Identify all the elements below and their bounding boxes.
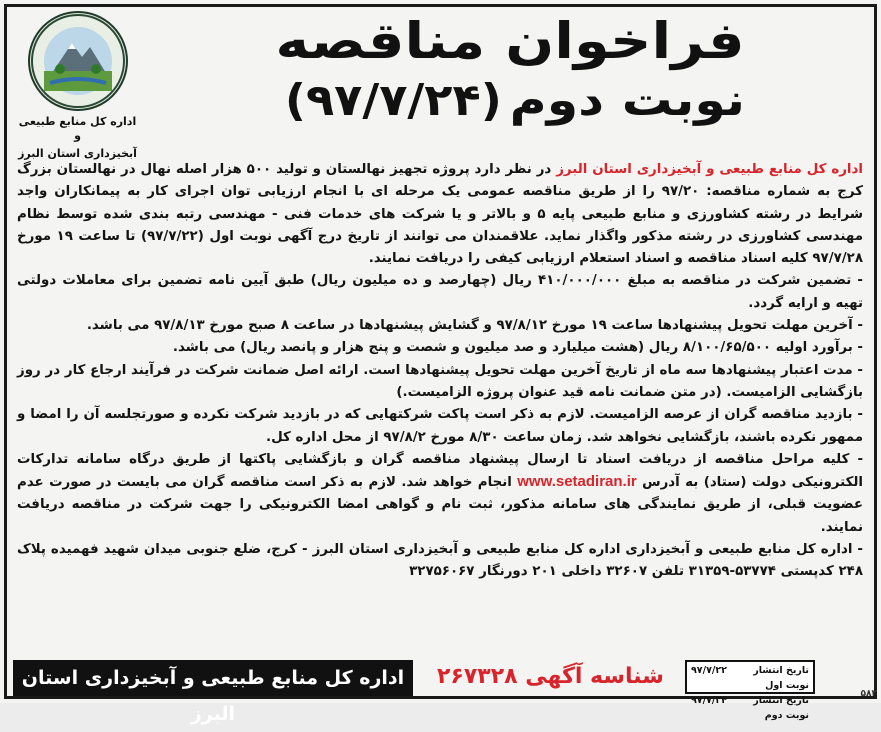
setad-clause-text-after: انجام خواهد شد. لازم به ذکر است مناقصه گران می بایست در صورت عدم عضویت قبلی، از طریق نمایندگی های سامانه مذکور، ثبت نام و گواهی امضا الکترونیکی را جهت شرکت در مناقصه دریافت نمایند. <box>17 475 863 535</box>
ad-footer <box>7 658 874 700</box>
first-publication-date: ۹۷/۷/۲۲ <box>691 663 727 693</box>
side-page-number: ۵۸۲ <box>861 689 877 699</box>
guarantee-clause: - تضمین شرکت در مناقصه به مبلغ ۴۱۰/۰۰۰/۰۰۰ ریال (چهارصد و ده میلیون ریال) طبق آیین نامه تضمین برای معاملات دولتی تهیه و ارایه گردد. <box>17 270 863 315</box>
first-publication-row <box>691 663 809 693</box>
tender-body <box>17 159 863 584</box>
page-title: فراخوان مناقصه <box>108 9 881 73</box>
setad-clause-text-before: - کلیه مراحل مناقصه از دریافت اسناد تا ارسال پیشنهاد مناقصه گران و بازگشایی پاکتها از طریق درگاه سامانه تدارکات الکترونیکی دولت (ستاد) به آدرس <box>17 452 863 490</box>
subtitle-row <box>160 73 860 129</box>
second-publication-label: تاریخ انتشار نوبت دوم <box>731 693 809 723</box>
tender-intro-paragraph <box>17 159 863 270</box>
ad-frame <box>4 4 877 699</box>
round-label: نوبت دوم <box>510 73 745 129</box>
organization-name-line-2: آبخیزداری استان البرز <box>15 147 140 161</box>
estimate-clause: - برآورد اولیه ۸/۱۰۰/۶۵/۵۰۰ ریال (هشت میلیارد و صد میلیون و شصت و پنج هزار و پانصد ریال) می باشد. <box>17 337 863 359</box>
ad-id-number: شناسه آگهی ۲۶۷۳۲۸ <box>437 658 664 696</box>
second-publication-row <box>691 693 809 723</box>
first-publication-label: تاریخ انتشار نوبت اول <box>731 663 809 693</box>
round-date: (۹۷/۷/۲۴) <box>285 73 502 129</box>
validity-clause: - مدت اعتبار پیشنهادها سه ماه از تاریخ آخرین مهلت تحویل پیشنهادها است. ارائه اصل ضمانت شرکت در فرآیند ارجاع کار در روز بازگشایی الزامیست. (در متن ضمانت نامه قید عنوان پروژه الزامیست.) <box>17 360 863 405</box>
publication-dates-box <box>685 660 815 694</box>
setad-clause <box>17 449 863 539</box>
second-publication-date: ۹۷/۷/۲۴ <box>691 693 727 723</box>
organization-name-highlight: اداره کل منابع طبیعی و آبخیزداری استان البرز <box>556 162 863 177</box>
agency-banner: اداره کل منابع طبیعی و آبخیزداری استان البرز <box>13 660 413 696</box>
organization-name-line-1: اداره کل منابع طبیعی و <box>15 115 140 143</box>
site-visit-clause: - بازدید مناقصه گران از عرصه الزامیست. لازم به ذکر است پاکت شرکتهایی که در بازدید شرکت نکرده و صورتجلسه آن را امضا و ممهور نکرده باشند، بازگشایی نخواهد شد. زمان ساعت ۸/۳۰ مورخ ۹۷/۸/۲ از محل اداره کل. <box>17 404 863 449</box>
deadline-clause: - آخرین مهلت تحویل پیشنهادها ساعت ۱۹ مورخ ۹۷/۸/۱۲ و گشایش پیشنهادها در ساعت ۸ صبح مورخ ۹۷/۸/۱۳ می باشد. <box>17 315 863 337</box>
setad-website-link[interactable]: www.setadiran.ir <box>517 473 636 490</box>
ad-header <box>7 7 874 157</box>
tender-intro-text: در نظر دارد پروژه تجهیز نهالستان و تولید ۵۰۰ هزار اصله نهال در نهالستان بزرگ کرج به شماره مناقصه: ۹۷/۲۰ را از طریق مناقصه عمومی یک مرحله ای با انجام ارزیابی توان اجرای کار به پیمانکاران واجد شرایط در رشته کشاورزی و منابع طبیعی پایه ۵ و بالاتر و یا شرکت های خدمات فنی - مهندسی رتبه بندی شده توسط نظام مهندسی کشاورزی در رشته مذکور واگذار نماید. علاقمندان می توانند از تاریخ درج آگهی نوبت اول (۹۷/۷/۲۲) تا ساعت ۱۹ مورخ ۹۷/۷/۲۸ کلیه اسناد مناقصه و اسناد استعلام ارزیابی کیفی را دریافت نمایند. <box>17 162 863 266</box>
address-clause: - اداره کل منابع طبیعی و آبخیزداری اداره کل منابع طبیعی و آبخیزداری استان البرز - کرج، ضلع جنوبی میدان شهید فهمیده پلاک ۲۴۸ کدپستی ۵۳۷۷۴-۳۱۳۵۹ تلفن ۳۲۶۰۷ داخلی ۲۰۱ دورنگار ۳۲۷۵۶۰۶۷ <box>17 539 863 584</box>
title-block <box>160 7 860 129</box>
